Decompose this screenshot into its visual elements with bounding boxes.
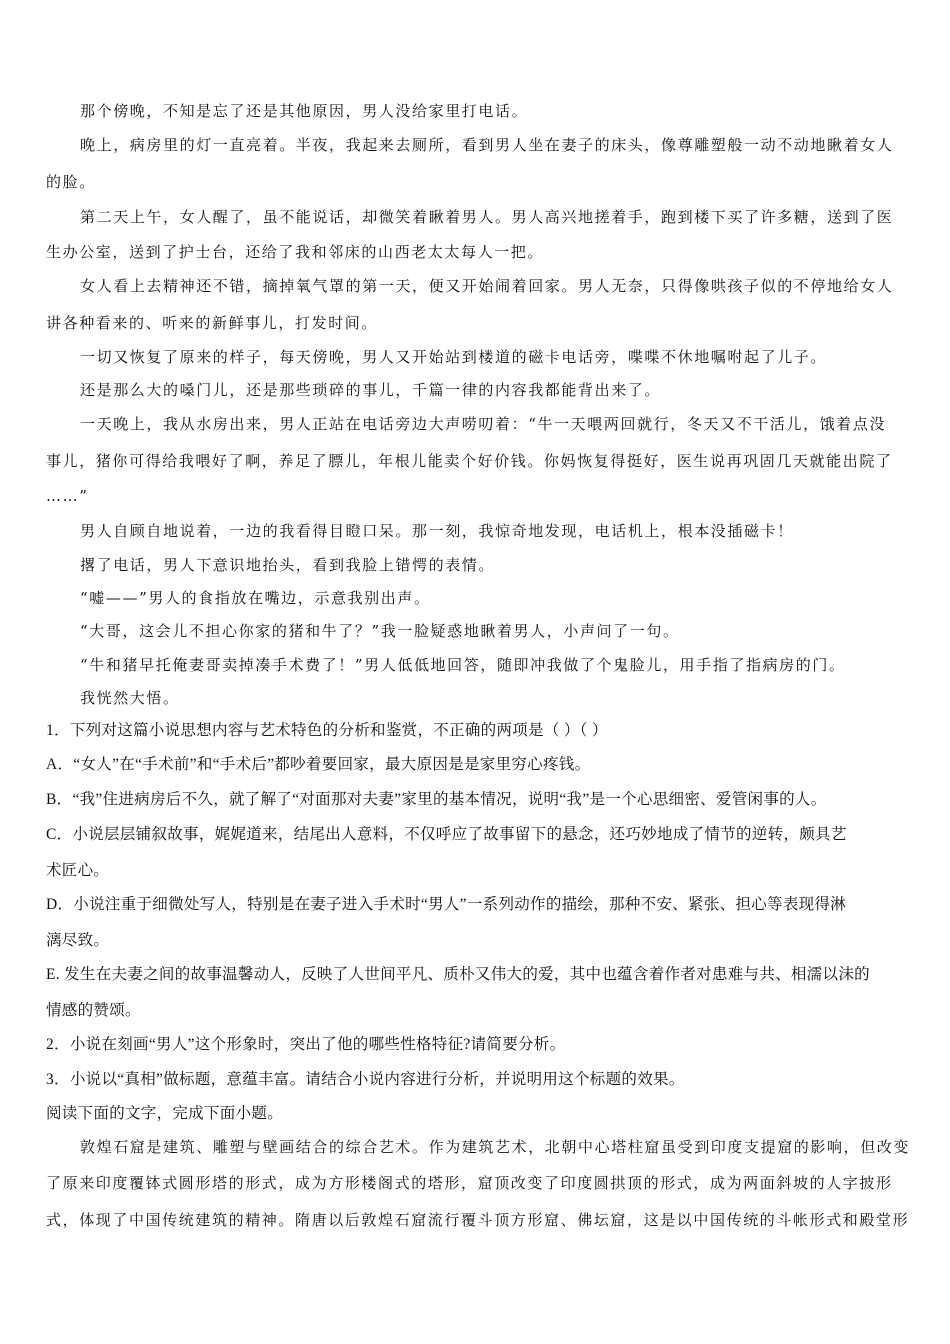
question-1: 1．下列对这篇小说思想内容与艺术特色的分析和鉴赏，不正确的两项是（ ）（ ） — [46, 722, 608, 739]
option-c: C．小说层层铺叙故事，娓娓道来，结尾出人意料，不仅呼应了故事留下的悬念，还巧妙地成了情节的逆转，颇具艺 — [46, 826, 847, 843]
story-paragraph: 那个傍晚，不知是忘了还是其他原因，男人没给家里打电话。 — [80, 102, 529, 120]
story-paragraph: 还是那么大的嗓门儿，还是那些琐碎的事儿，千篇一律的内容我都能背出来了。 — [80, 381, 662, 399]
question-2: 2．小说在刻画“男人”这个形象时，突出了他的哪些性格特征?请简要分析。 — [46, 1036, 566, 1053]
story-paragraph-cont: 事儿，猪你可得给我喂好了啊，养足了膘儿，年根儿能卖个好价钱。你妈恢复得挺好，医生说再巩固几天就能出院了 — [46, 452, 893, 470]
option-e-cont: 情感的赞颂。 — [46, 1002, 141, 1019]
story-paragraph: 晚上，病房里的灯一直亮着。半夜，我起来去厕所，看到男人坐在妻子的床头，像尊雕塑般一动不动地瞅着女人 — [80, 136, 894, 154]
reading-paragraph: 敦煌石窟是建筑、雕塑与壁画结合的综合艺术。作为建筑艺术，北朝中心塔柱窟虽受到印度支提窟的影响，但改变 — [80, 1138, 911, 1156]
story-paragraph: 我恍然大悟。 — [80, 689, 180, 707]
reading-paragraph-cont: 了原来印度覆钵式圆形塔的形式，成为方形楼阁式的塔形，窟顶改变了印度圆拱顶的形式，成为两面斜坡的人字披形 — [46, 1174, 893, 1192]
option-d-cont: 漓尽致。 — [46, 932, 110, 949]
option-e: E. 发生在夫妻之间的故事温馨动人，反映了人世间平凡、质朴又伟大的爱，其中也蕴含着作者对患难与共、相濡以沫的 — [46, 966, 870, 983]
reading-paragraph-cont: 式，体现了中国传统建筑的精神。隋唐以后敦煌石窟流行覆斗顶方形窟、佛坛窟，这是以中国传统的斗帐形式和殿堂形 — [46, 1211, 910, 1229]
story-paragraph-cont: 的脸。 — [46, 173, 96, 191]
story-paragraph: 女人看上去精神还不错，摘掉氧气罩的第一天，便又开始闹着回家。男人无奈，只得像哄孩子似的不停地给女人 — [80, 277, 894, 295]
story-paragraph: 撂了电话，男人下意识地抬头，看到我脸上错愕的表情。 — [80, 556, 496, 574]
story-paragraph: 男人自顾自地说着，一边的我看得目瞪口呆。那一刻，我惊奇地发现，电话机上，根本没插磁卡！ — [80, 522, 794, 540]
story-paragraph: “大哥，这会儿不担心你家的猪和牛了？”我一脸疑惑地瞅着男人，小声问了一句。 — [80, 622, 680, 640]
option-b: B．“我”住进病房后不久，就了解了“对面那对夫妻”家里的基本情况，说明“我”是一个心思细密、爱管闲事的人。 — [46, 791, 827, 808]
option-a: A．“女人”在“手术前”和“手术后”都吵着要回家，最大原因是是家里穷心疼钱。 — [46, 756, 591, 773]
question-3: 3．小说以“真相”做标题，意蕴丰富。请结合小说内容进行分析，并说明用这个标题的效果。 — [46, 1071, 685, 1088]
reading-instruction: 阅读下面的文字，完成下面小题。 — [46, 1105, 284, 1122]
story-paragraph: 一切又恢复了原来的样子，每天傍晚，男人又开始站到楼道的磁卡电话旁，喋喋不休地嘱咐起了儿子。 — [80, 348, 828, 366]
story-paragraph: 一天晚上，我从水房出来，男人正站在电话旁边大声唠叨着：“牛一天喂两回就行，冬天又不干活儿，饿着点没 — [80, 415, 887, 433]
story-paragraph-cont: 讲各种看来的、听来的新鲜事儿，打发时间。 — [46, 314, 379, 332]
story-paragraph-cont: ……” — [46, 487, 89, 505]
option-c-cont: 术匠心。 — [46, 862, 110, 879]
option-d: D．小说注重于细微处写人，特别是在妻子进入手术时“男人”一系列动作的描绘，那种不安、紧张、担心等表现得淋 — [46, 896, 847, 913]
story-paragraph: “牛和猪早托俺妻哥卖掉凑手术费了！”男人低低地回答，随即冲我做了个鬼脸儿，用手指了指病房的门。 — [80, 656, 846, 674]
story-paragraph: 第二天上午，女人醒了，虽不能说话，却微笑着瞅着男人。男人高兴地搓着手，跑到楼下买了许多糖，送到了医 — [80, 208, 894, 226]
story-paragraph-cont: 生办公室，送到了护士台，还给了我和邻床的山西老太太每人一把。 — [46, 243, 545, 261]
story-paragraph: “嘘——”男人的食指放在嘴边，示意我别出声。 — [80, 589, 431, 607]
